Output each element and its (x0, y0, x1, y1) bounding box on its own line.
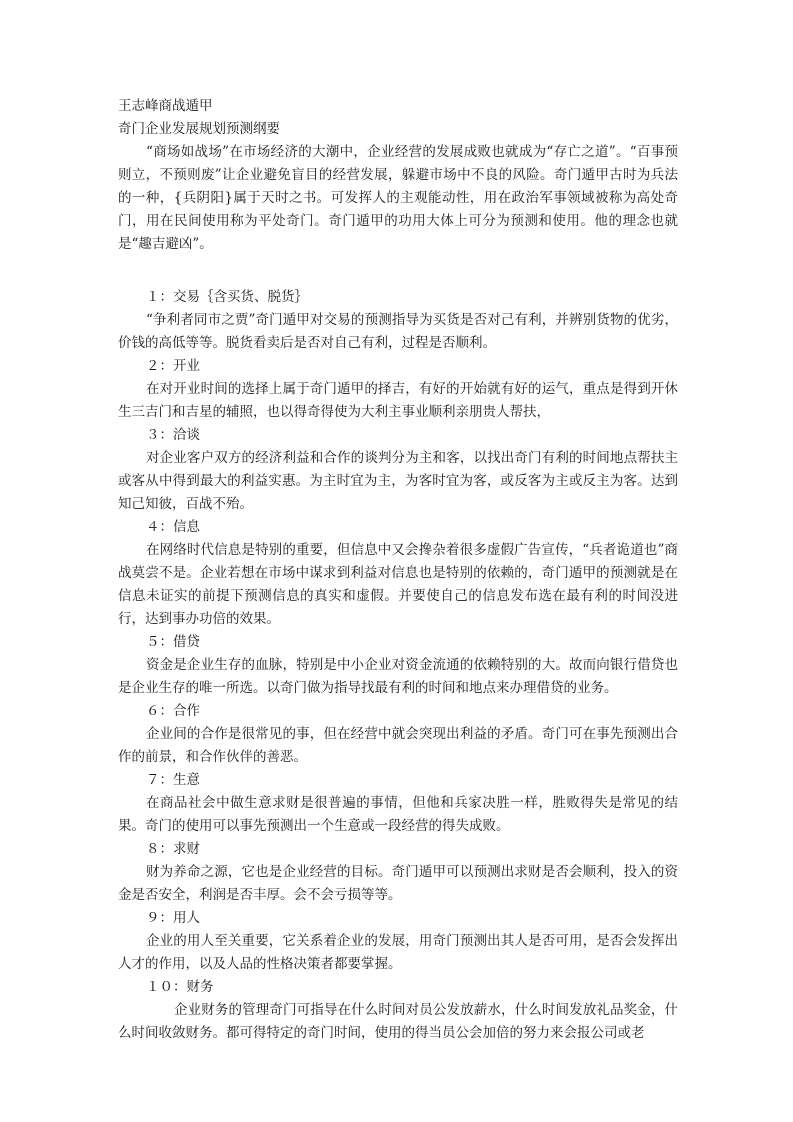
paragraph-spacer (118, 256, 678, 286)
section-heading-information: ４：信息 (146, 519, 200, 535)
document-body (118, 95, 678, 1045)
section-heading-wealth: ８：求财 (146, 841, 200, 857)
section-text-cooperation: 企业间的合作是很常见的事，但在经营中就会突现出利益的矛盾。奇门可在事先预测出合作的前景，和合作伙伴的善恶。 (118, 726, 678, 765)
section-heading-loans: ５：借贷 (146, 634, 200, 650)
section-text-trade: “争利者同市之贾”奇门遁甲对交易的预测指导为买货是否对己有利，并辨别货物的优劣，价钱的高低等等。脱货看卖后是否对自己有利，过程是否顺利。 (118, 312, 678, 351)
section-heading-business: ７：生意 (146, 772, 200, 788)
section-text-negotiation: 对企业客户双方的经济利益和合作的谈判分为主和客，以找出奇门有利的时间地点帮扶主或客从中得到最大的利益实惠。为主时宜为主，为客时宜为客，或反客为主或反主为客。达到知己知彼，百战不殆。 (118, 450, 678, 512)
intro-paragraph: “商场如战场”在市场经济的大潮中，企业经营的发展成败也就成为“存亡之道”。“百事预则立，不预则废”让企业避免盲目的经营发展，躲避市场中不良的风险。奇门遁甲古时为兵法的一种，{兵阴阳}属于天时之书。可发挥人的主观能动性，用在政治军事领域被称为高处奇门，用在民间使用称为平处奇门。奇门遁甲的功用大体上可分为预测和使用。他的理念也就是“趣吉避凶”。 (118, 144, 678, 252)
section-text-business: 在商品社会中做生意求财是很普遍的事情，但他和兵家决胜一样，胜败得失是常见的结果。奇门的使用可以事先预测出一个生意或一段经营的得失成败。 (118, 795, 678, 834)
section-heading-hiring: ９：用人 (146, 910, 200, 926)
section-heading-finance: １０：财务 (146, 979, 214, 995)
section-heading-cooperation: ６：合作 (146, 703, 200, 719)
section-heading-opening: ２：开业 (146, 358, 200, 374)
section-heading-trade: １：交易｛含买货、脱货｝ (146, 289, 308, 305)
section-heading-negotiation: ３：洽谈 (146, 427, 200, 443)
section-text-opening: 在对开业时间的选择上属于奇门遁甲的择吉，有好的开始就有好的运气，重点是得到开休生三吉门和吉星的辅照，也以得奇得使为大利主事业顺利亲朋贵人帮扶， (118, 381, 678, 420)
section-text-finance: 企业财务的管理奇门可指导在什么时间对员公发放薪水，什么时间发放礼品奖金，什么时间收敛财务。都可得特定的奇门时间，使用的得当员公会加倍的努力来会报公司或老 (118, 1002, 678, 1041)
document-subtitle: 奇门企业发展规划预测纲要 (118, 121, 280, 137)
section-text-wealth: 财为养命之源，它也是企业经营的目标。奇门遁甲可以预测出求财是否会顺利，投入的资金是否安全，利润是否丰厚。会不会亏损等等。 (118, 864, 678, 903)
section-text-loans: 资金是企业生存的血脉，特别是中小企业对资金流通的依赖特别的大。故而向银行借贷也是企业生存的唯一所选。以奇门做为指导找最有利的时间和地点来办理借贷的业务。 (118, 657, 678, 696)
section-text-information: 在网络时代信息是特别的重要，但信息中又会搀杂着很多虚假广告宣传，“兵者诡道也”商战莫尝不是。企业若想在市场中谋求到利益对信息也是特别的依赖的，奇门遁甲的预测就是在信息未证实的前提下预测信息的真实和虚假。并要使自己的信息发布选在最有利的时间没进行，达到事办功倍的效果。 (118, 542, 678, 627)
section-text-hiring: 企业的用人至关重要，它关系着企业的发展，用奇门预测出其人是否可用，是否会发挥出人才的作用，以及人品的性格决策者都要掌握。 (118, 933, 678, 972)
document-title: 王志峰商战遁甲 (118, 98, 213, 114)
